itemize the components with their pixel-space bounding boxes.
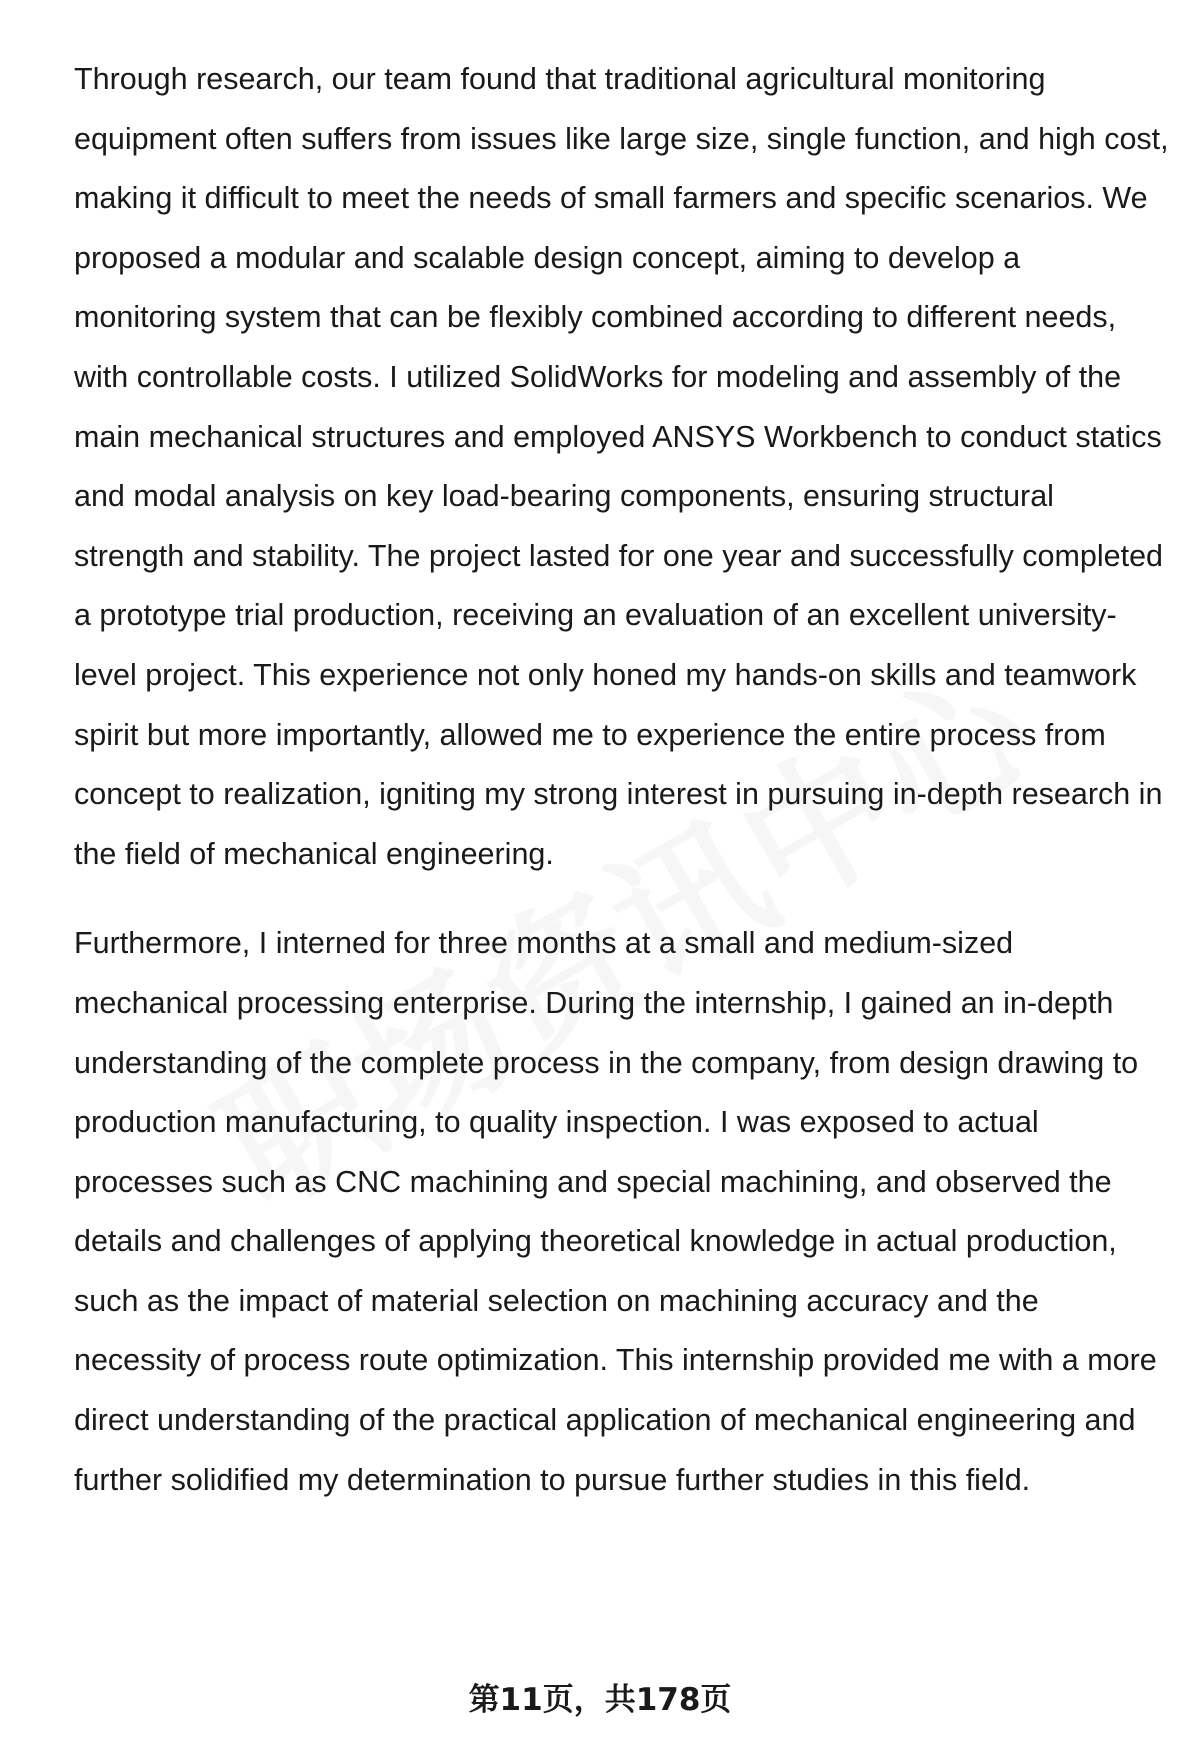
document-body — [74, 50, 1170, 1510]
paragraph-internship: Furthermore, I interned for three months at a small and medium-sized mechanical processing enterprise. During the internship, I gained an in-depth understanding of the complete process in the company, from design drawing to production manufacturing, to quality inspection. I was exposed to actual processes such as CNC machining and special machining, and observed the details and challenges of applying theoretical knowledge in actual production, such as the impact of material selection on machining accuracy and the necessity of process route optimization. This internship provided me with a more direct understanding of the practical application of mechanical engineering and further solidified my determination to pursue further studies in this field. — [74, 926, 1157, 1497]
page-number: 第11页，共178页 — [468, 1682, 732, 1718]
paragraph-research-project: Through research, our team found that traditional agricultural monitoring equipment often suffers from issues like large size, single function, and high cost, making it difficult to meet the needs of small farmers and specific scenarios. We proposed a modular and scalable design concept, aiming to develop a monitoring system that can be flexibly combined according to different needs, with controllable costs. I utilized SolidWorks for modeling and assembly of the main mechanical structures and employed ANSYS Workbench to conduct statics and modal analysis on key load-bearing components, ensuring structural strength and stability. The project lasted for one year and successfully completed a prototype trial production, receiving an evaluation of an excellent university-level project. This experience not only honed my hands-on skills and teamwork spirit but more importantly, allowed me to experience the entire process from concept to realization, igniting my strong interest in pursuing in-depth research in the field of mechanical engineering. — [74, 62, 1169, 871]
